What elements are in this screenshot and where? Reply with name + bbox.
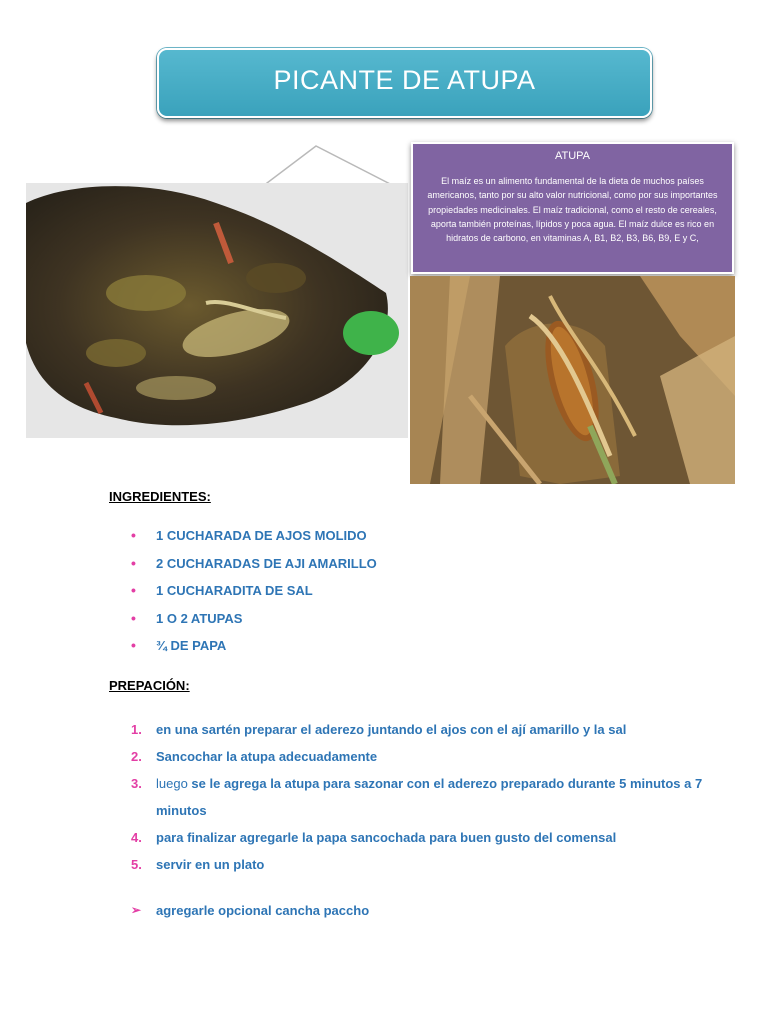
step-item: 2. Sancochar la atupa adecuadamente xyxy=(131,749,378,764)
step-item: 5. servir en un plato xyxy=(131,857,265,872)
step-item: 3. luego se le agrega la atupa para sazonar con el aderezo preparado durante 5 minutos a 7 minutos xyxy=(131,776,703,818)
bullet-icon: • xyxy=(131,554,136,571)
info-box-body: El maíz es un alimento fundamental de la dieta de muchos países americanos, tanto por su alto valor nutricional, como por sus importantes propiedades medicinales. El maíz tradicional, como el resto de cereales, aporta también proteínas, lípidos y poca agua. El maíz dulce es rico en hidratos de carbono, en vitaminas A, B1, B2, B3, B6, B9, E y C, xyxy=(427,176,718,244)
step-item: 1. en una sartén preparar el aderezo juntando el ajos con el ají amarillo y la sal xyxy=(131,722,627,737)
corn-photo xyxy=(410,276,735,484)
bullet-icon: • xyxy=(131,527,136,543)
dish-photo xyxy=(26,183,408,438)
bullet-icon: • xyxy=(131,582,136,598)
preparation-steps xyxy=(131,716,731,878)
bullet-icon: • xyxy=(131,609,136,626)
page-title: PICANTE DE ATUPA xyxy=(157,48,652,118)
ingredients-heading: INGREDIENTES: xyxy=(109,489,211,504)
atupa-info-box xyxy=(411,142,734,274)
arrow-bullet-icon: ➢ xyxy=(131,903,142,917)
info-box-title: ATUPA xyxy=(554,150,591,162)
preparation-heading: PREPACIÓN: xyxy=(109,678,190,693)
bullet-icon: • xyxy=(131,637,136,653)
step-item: 4. para finalizar agregarle la papa sancochada para buen gusto del comensal xyxy=(131,830,617,845)
